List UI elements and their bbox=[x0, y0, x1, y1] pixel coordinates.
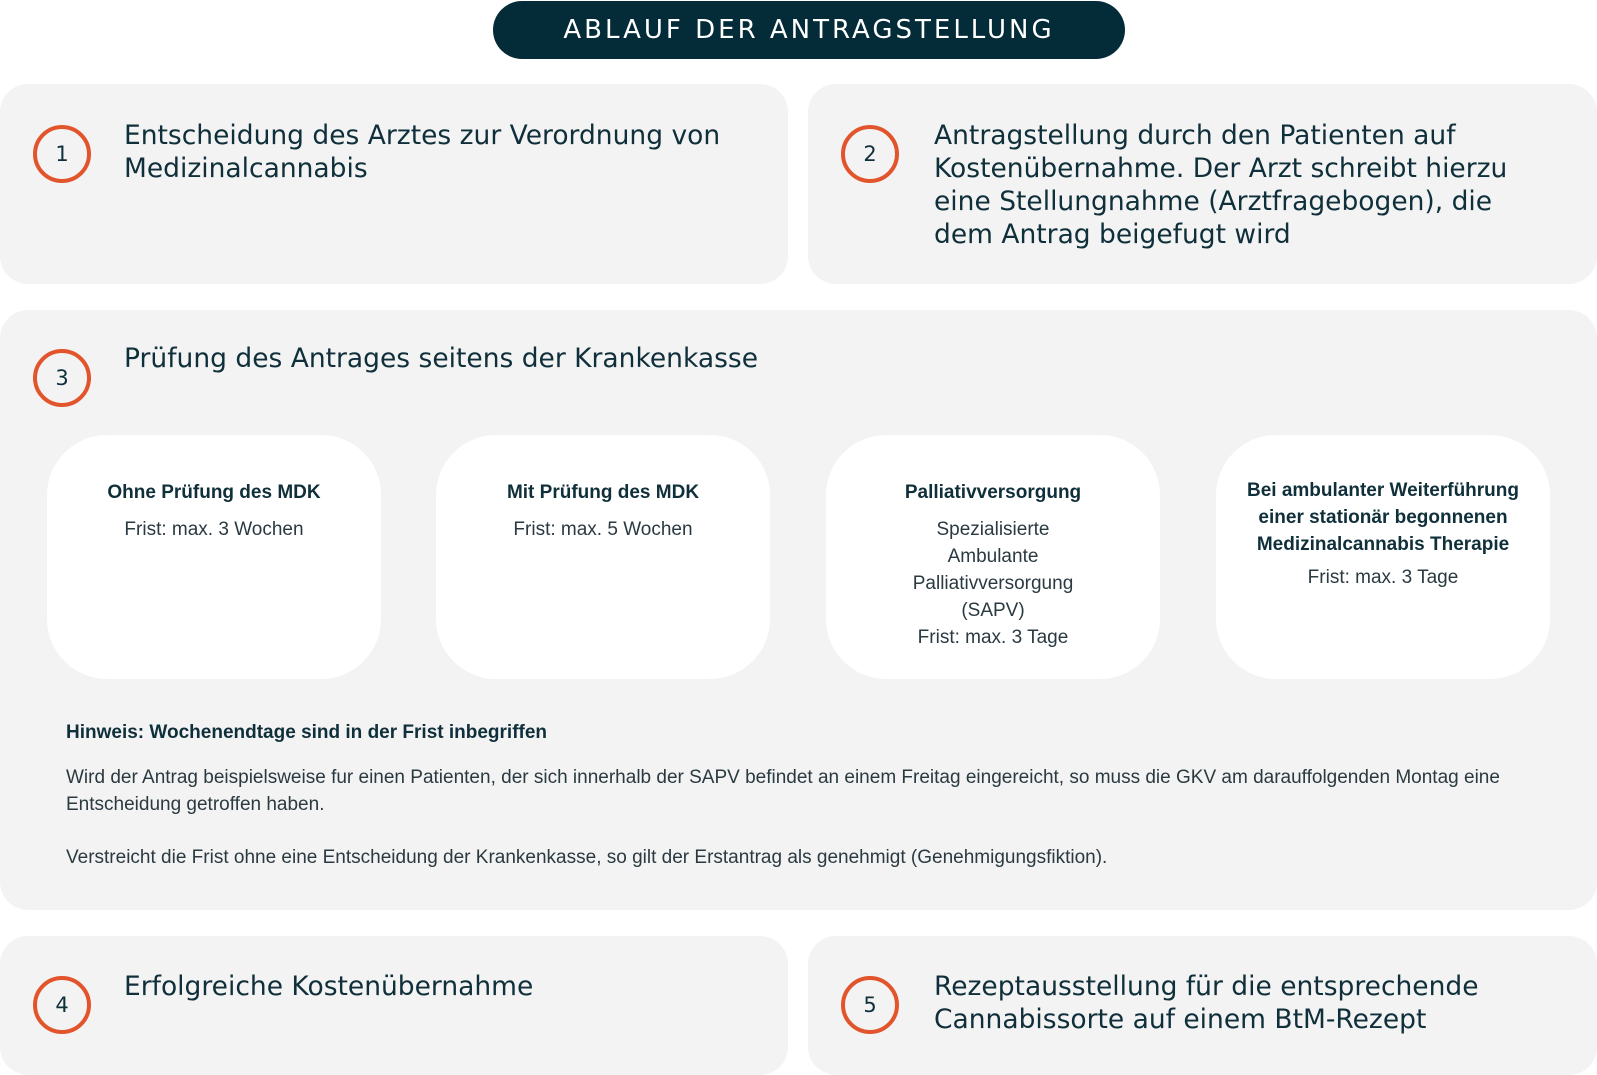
hint-paragraph-2: Verstreicht die Frist ohne eine Entscheidung der Krankenkasse, so gilt der Erstantrag als genehmigt (Genehmigungsfiktion). bbox=[66, 847, 1108, 868]
review-option-title: Bei ambulanter Weiterführung einer stationär begonnenen Medizinalcannabis Therapie bbox=[1246, 480, 1519, 555]
hint-paragraph-1: Wird der Antrag beispielsweise fur einen Patienten, der sich innerhalb der SAPV befindet an einem Freitag eingereicht, so muss die GKV am darauffolgenden Montag eine Entscheidung getroffen haben. bbox=[66, 767, 1500, 815]
hint-title: Hinweis: Wochenendtage sind in der Frist inbegriffen bbox=[66, 722, 548, 743]
step-4-number-circle: 4 bbox=[33, 976, 91, 1034]
step-2-text: Antragstellung durch den Patienten auf Kostenübernahme. Der Arzt schreibt hierzu eine Stellungnahme (Arztfragebogen), die dem Antrag beigefugt wird bbox=[934, 120, 1508, 250]
step-3-card bbox=[0, 310, 1597, 910]
review-option-outpatient-continuation bbox=[1216, 435, 1550, 679]
step-5-text: Rezeptausstellung für die entsprechende Cannabissorte auf einem BtM-Rezept bbox=[934, 971, 1479, 1035]
review-option-deadline: Frist: max. 3 Tage bbox=[917, 627, 1069, 648]
step-4-text: Erfolgreiche Kostenübernahme bbox=[124, 971, 534, 1002]
review-option-palliative bbox=[826, 435, 1160, 679]
review-option-title: Palliativversorgung bbox=[904, 482, 1082, 503]
step-4-card bbox=[0, 936, 788, 1075]
step-3-text: Prüfung des Antrages seitens der Krankenkasse bbox=[124, 343, 759, 374]
review-option-deadline: Frist: max. 3 Wochen bbox=[124, 519, 304, 540]
review-option-line: (SAPV) bbox=[961, 600, 1025, 621]
page-title-text: ABLAUF DER ANTRAGSTELLUNG bbox=[563, 15, 1055, 45]
review-option-line: Spezialisierte bbox=[936, 519, 1050, 540]
review-option-title: Mit Prüfung des MDK bbox=[506, 482, 700, 503]
step-1-number-circle: 1 bbox=[33, 125, 91, 183]
step-2-number-circle: 2 bbox=[841, 125, 899, 183]
review-option-line: Ambulante bbox=[947, 546, 1039, 567]
page-title bbox=[493, 1, 1125, 59]
step-5-number-circle: 5 bbox=[841, 976, 899, 1034]
step-1-text: Entscheidung des Arztes zur Verordnung von Medizinalcannabis bbox=[124, 120, 721, 184]
step-5-card bbox=[808, 936, 1597, 1075]
review-option-title: Ohne Prüfung des MDK bbox=[107, 482, 321, 503]
review-option-deadline: Frist: max. 3 Tage bbox=[1307, 567, 1459, 588]
review-option-line: Palliativversorgung bbox=[912, 573, 1074, 594]
step-3-number-circle: 3 bbox=[33, 349, 91, 407]
review-option-with-mdk bbox=[436, 435, 770, 679]
review-option-without-mdk bbox=[47, 435, 381, 679]
review-option-deadline: Frist: max. 5 Wochen bbox=[513, 519, 693, 540]
step-2-card bbox=[808, 84, 1597, 284]
step-1-card bbox=[0, 84, 788, 284]
